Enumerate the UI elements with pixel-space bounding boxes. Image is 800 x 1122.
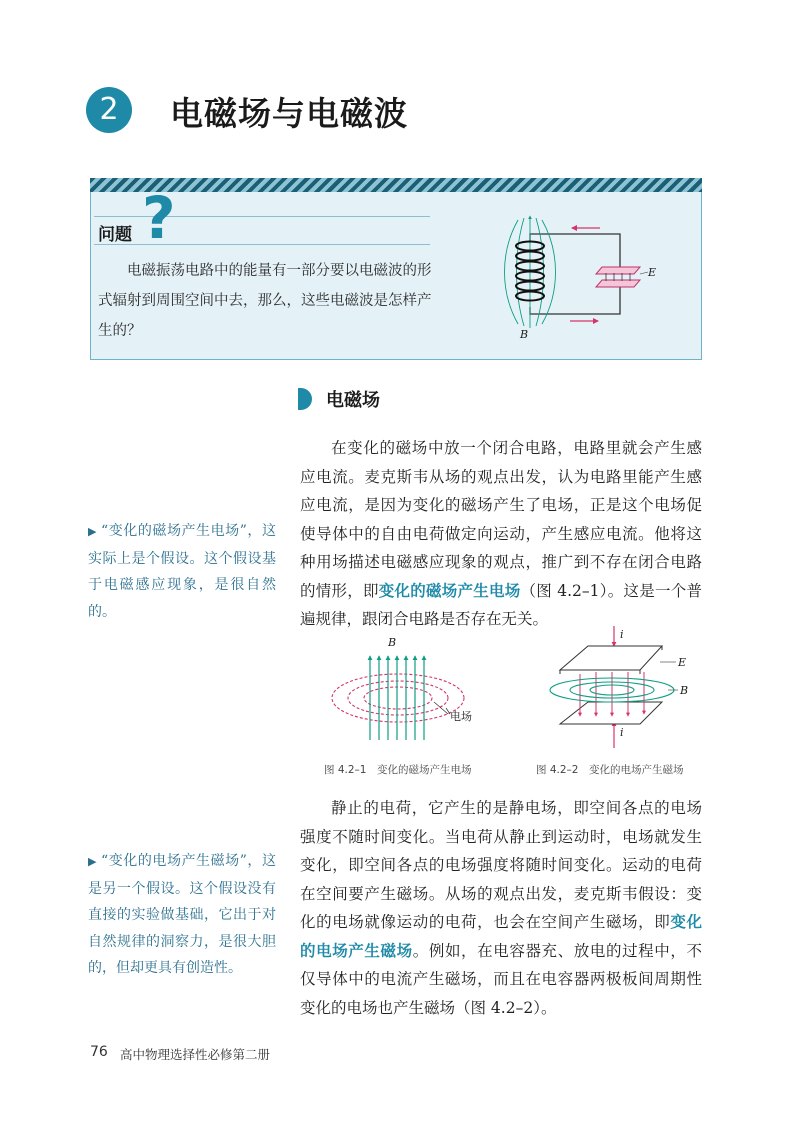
capacitor — [596, 267, 640, 287]
chapter-number-badge: 2 — [86, 87, 132, 133]
body-paragraph-2 — [300, 794, 702, 1022]
capacitor-e-label: E — [648, 266, 657, 279]
margin-note-2 — [88, 848, 276, 982]
margin-note-1-text: “变化的磁场产生电场”，这实际上是个假设。这个假设基于电磁感应现象，是很自然的。 — [88, 523, 276, 620]
lc-circuit-figure — [490, 212, 680, 342]
inductor-coil — [516, 242, 544, 301]
magnetic-field-lines — [370, 656, 424, 740]
paragraph-2-highlight: 变化的电场产生磁场 — [300, 913, 702, 960]
question-label: 问题 — [98, 225, 132, 245]
question-box-stripe — [90, 178, 702, 192]
fig1-b-label: B — [388, 636, 397, 649]
triangle-icon: ▶ — [88, 525, 98, 538]
figure-4-2-1 — [318, 636, 508, 746]
margin-note-2-text: “变化的电场产生磁场”，这是另一个假设。这个假设没有直接的实验做基础，它出于对自然规律的洞察力，是很大胆的，但却更具有创造性。 — [88, 853, 276, 976]
body-paragraph-1 — [300, 434, 702, 634]
fig2-i-bottom-label: i — [620, 726, 624, 739]
section-marker — [298, 388, 312, 410]
page-number: 76 — [90, 1044, 108, 1060]
figure-2-caption: 图 4.2–2 变化的电场产生磁场 — [536, 764, 684, 776]
question-text: 电磁振荡电路中的能量有一部分要以电磁波的形式辐射到周围空间中去，那么，这些电磁波是怎样产生的？ — [98, 263, 432, 339]
electric-field-rings — [332, 674, 464, 722]
coil-b-label: B — [520, 328, 529, 341]
paragraph-2-text-end: 。例如，在电容器充、放电的过程中，不仅导体中的电流产生磁场，而且在电容器两极板间周期性变化的电场也产生磁场（图 4.2–2）。 — [300, 941, 702, 1017]
fig2-b-label: B — [680, 684, 689, 697]
chapter-title: 电磁场与电磁波 — [170, 94, 408, 133]
paragraph-2-text: 静止的电荷，它产生的是静电场，即空间各点的电场强度不随时间变化。当电荷从静止到运动时，电场就发生变化，即空间各点的电场强度将随时间变化。运动的电荷在空间要产生磁场。从场的观点出发，麦克斯韦假设：变化的电场就像运动的电荷，也会在空间产生磁场，即 — [300, 799, 702, 931]
book-title: 高中物理选择性必修第二册 — [120, 1047, 271, 1062]
figure-1-caption: 图 4.2–1 变化的磁场产生电场 — [324, 764, 472, 776]
triangle-icon: ▶ — [88, 855, 98, 868]
fig1-field-label: 电场 — [450, 710, 472, 723]
paragraph-1-highlight: 变化的磁场产生电场 — [378, 581, 521, 600]
paragraph-1-text: 在变化的磁场中放一个闭合电路，电路里就会产生感应电流。麦克斯韦从场的观点出发，认为电路里能产生感应电流，是因为变化的磁场产生了电场，正是这个电场促使导体中的自由电荷做定向运动，产生感应电流。他将这种用场描述电磁感应现象的观点，推广到不存在闭合电路的情形，即 — [300, 439, 702, 600]
section-title: 电磁场 — [326, 390, 380, 411]
margin-note-1 — [88, 518, 276, 625]
figure-4-2-2 — [540, 624, 710, 750]
fig2-i-top-label: i — [620, 628, 624, 641]
paragraph-1-text-end: （图 4.2–1）。这是一个普遍规律，跟闭合电路是否存在无关。 — [300, 581, 702, 628]
fig2-e-label: E — [678, 656, 687, 669]
question-mark-icon: ? — [142, 184, 176, 252]
